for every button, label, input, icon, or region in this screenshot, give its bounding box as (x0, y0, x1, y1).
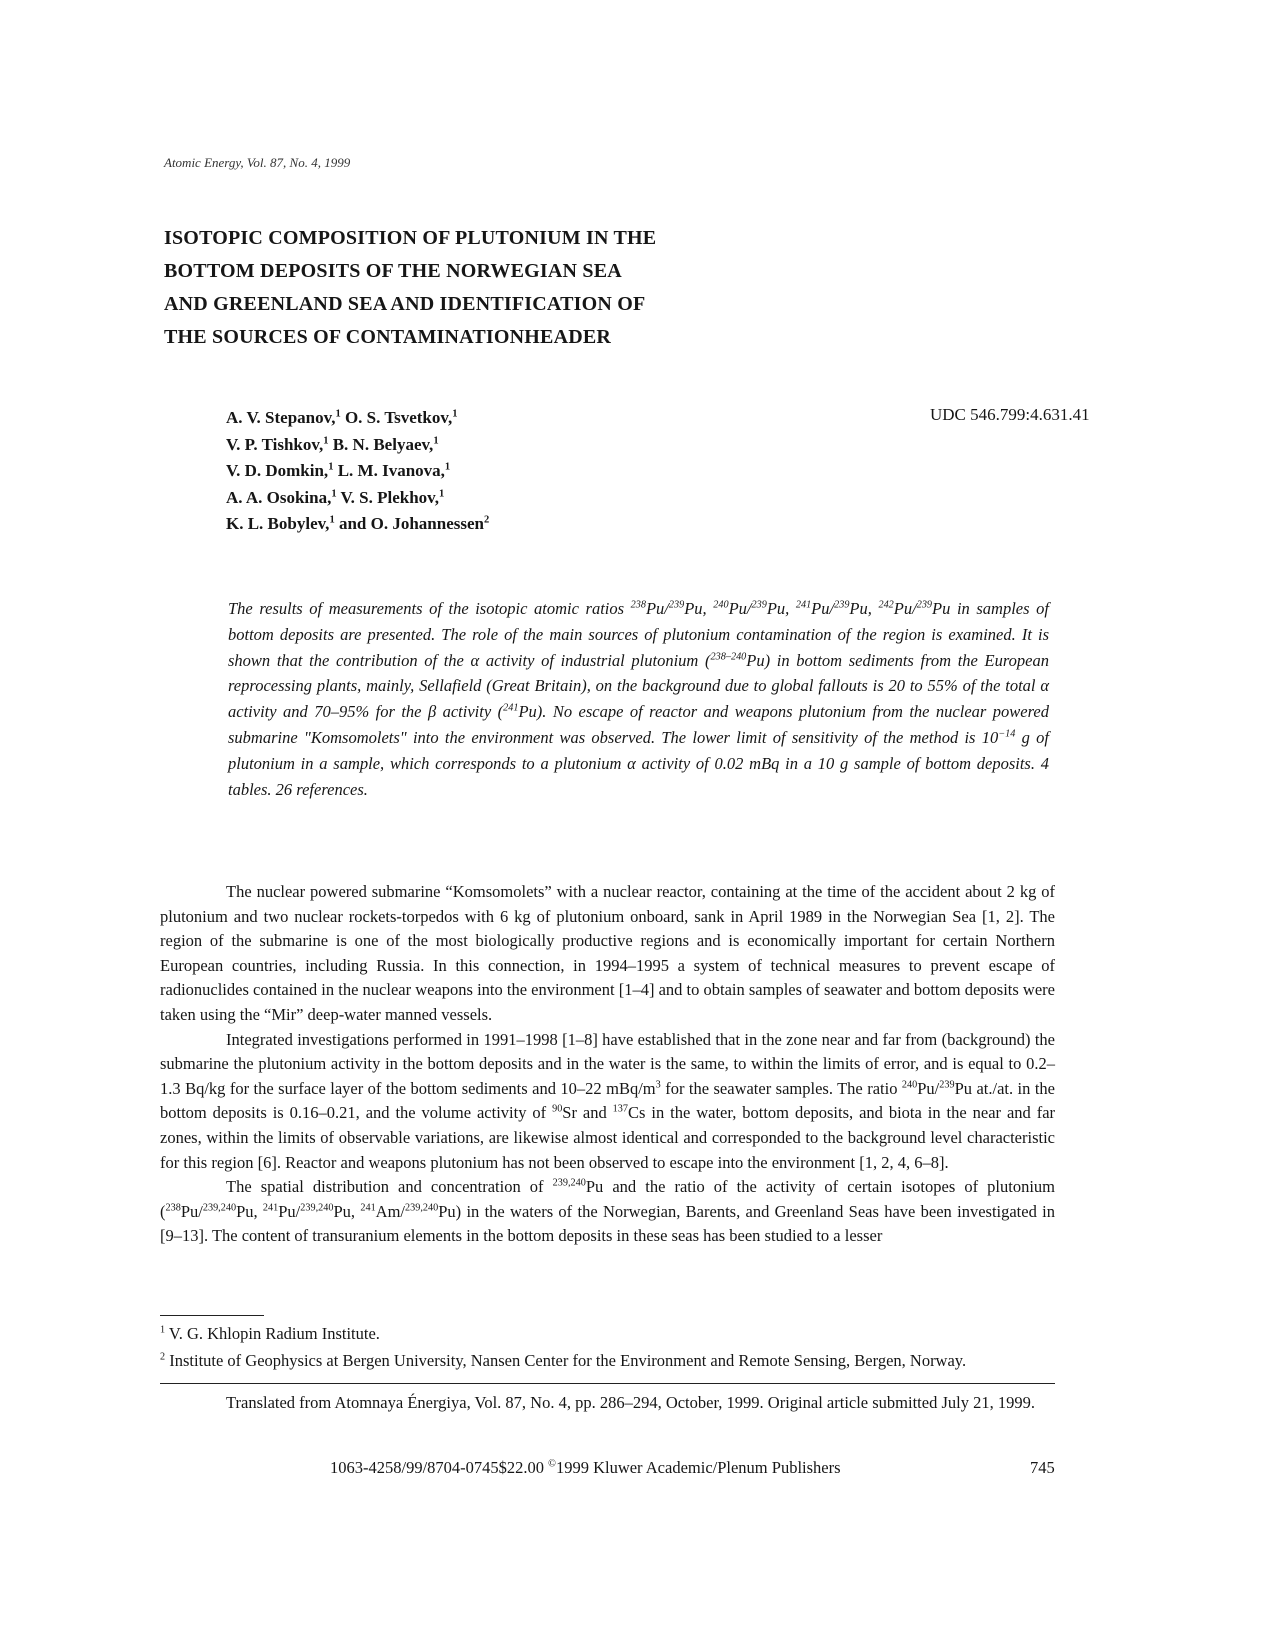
paragraph-text: Pu/ (917, 1078, 940, 1098)
superscript: 239,240 (202, 1202, 237, 1214)
paragraph: The nuclear powered submarine “Komsomolets” with a nuclear reactor, containing at the time of the accident about 2 kg of plutonium and two nuclear rockets-torpedos with 6 kg of plutonium onboard, sank in April 1989 in the Norwegian Sea [1, 2]. The region of the submarine is one of the most biologically productive regions and is economically important for certain Northern European countries, including Russia. In this connection, in 1994–1995 a system of technical measures to prevent escape of radionuclides contained in the nuclear weapons into the environment [1–4] and to obtain samples of seawater and bottom deposits were taken using the “Mir” deep-water manned vessels. (160, 882, 1055, 1024)
title-line: AND GREENLAND SEA AND IDENTIFICATION OF (164, 293, 646, 315)
page-number: 745 (1030, 1458, 1055, 1477)
affiliation-mark: 1 (444, 461, 451, 473)
abstract-text: Pu (932, 599, 951, 618)
abstract-text: Pu/ (645, 599, 669, 618)
affiliation-mark: 1 (331, 487, 337, 499)
footnotes (160, 1320, 966, 1374)
footnote-text: Institute of Geophysics at Bergen University, Nansen Center for the Environment and Remote Sensing, Bergen, Norway. (165, 1351, 967, 1370)
abstract-text: The results of measurements of the isotopic atomic ratios (228, 599, 631, 618)
abstract-text: in samples of bottom deposits are presented. The role of the main sources of plutonium contamination of the region is examined. It is shown that the contribution of the α activity of industrial plutonium ( (228, 599, 1049, 670)
isotope-superscript: 238 (630, 599, 646, 611)
paragraph-text: The spatial distribution and concentration of (226, 1177, 553, 1197)
superscript: 90 (552, 1103, 563, 1115)
abstract (228, 596, 1049, 802)
footnote (160, 1320, 966, 1347)
title-line: ISOTOPIC COMPOSITION OF PLUTONIUM IN THE (164, 227, 657, 249)
author-name: and O. Johannessen (334, 514, 484, 533)
author-line (226, 405, 489, 432)
superscript: 240 (901, 1079, 918, 1091)
paragraph-text: Integrated investigations performed in 1991–1998 [1–8] have established that in the zone near and far from (background) the submarine the plutonium activity in the bottom deposits and in the water is the same, to within the limits of error, and is equal to 0.2–1.3 Bq/kg for the surface layer of the bottom sediments and 10–22 mBq/m (160, 1029, 1055, 1098)
translation-divider (160, 1383, 1055, 1384)
paragraph-text: Pu/ (180, 1201, 203, 1221)
superscript: 239,240 (300, 1202, 334, 1214)
isotope-superscript: 242 (878, 599, 894, 611)
affiliation-mark: 1 (328, 461, 334, 473)
udc-code: UDC 546.799:4.631.41 (930, 405, 1090, 424)
article-title (164, 222, 656, 354)
affiliation-mark: 1 (438, 487, 445, 499)
abstract-text: Pu, (684, 599, 714, 618)
affiliation-mark: 1 (433, 434, 439, 446)
abstract-text: Pu). No escape of reactor and weapons plutonium from the nuclear powered submarine "Komsomolets" into the environment was observed. The lower limit of sensitivity of the method is 10 (228, 702, 1049, 747)
publisher-line (330, 1458, 841, 1478)
isotope-superscript: 241 (503, 702, 519, 714)
translation-note (160, 1390, 1055, 1415)
superscript: 3 (655, 1079, 661, 1091)
superscript: 238 (165, 1202, 181, 1214)
paragraph-text: Cs in the water, bottom deposits, and biota in the near and far zones, within the limits of observable variations, are likewise almost identical and corresponded to the background level characteristic for this region [6]. Reactor and weapons plutonium has not been observed to escape into the environment [1, 2, 4, 6–8]. (160, 1103, 1056, 1172)
author-name: A. V. Stepanov, (226, 408, 336, 427)
affiliation-mark: 1 (452, 408, 458, 420)
journal-citation: Atomic Energy, Vol. 87, No. 4, 1999 (164, 155, 351, 170)
paragraph-text: Pu/ (278, 1201, 301, 1221)
affiliation-mark: 1 (329, 514, 335, 526)
isotope-superscript: 239 (751, 599, 767, 611)
author-name: V. P. Tishkov, (226, 434, 324, 454)
paragraph-text: Am/ (375, 1201, 406, 1221)
article-code: 1063-4258/99/8704-0745$22.00 (330, 1458, 549, 1477)
author-name: A. A. Osokina, (226, 487, 332, 507)
paragraph-text: Pu) in the waters of the Norwegian, Barents, and Greenland Seas have been investigated in [9–13]. The content of transuranium elements in the bottom deposits in these seas has been studied to a lesser (160, 1201, 1055, 1246)
affiliation-mark: 1 (335, 408, 341, 420)
author-list (226, 405, 489, 538)
author-name: V. S. Plekhov, (336, 487, 439, 507)
abstract-text: Pu/ (728, 599, 752, 618)
superscript: 137 (612, 1103, 628, 1115)
isotope-superscript: 239 (916, 599, 933, 611)
paragraph (160, 1028, 1055, 1176)
superscript: 241 (262, 1202, 279, 1214)
abstract-text: Pu/ (811, 599, 835, 618)
abstract-text: Pu/ (893, 599, 917, 618)
paragraph-text: Pu, (236, 1201, 263, 1221)
body-text (160, 880, 1055, 1249)
author-line (226, 485, 489, 512)
author-name: K. L. Bobylev, (226, 514, 330, 533)
abstract-text: g of plutonium in a sample, which corresponds to a plutonium α activity of 0.02 mBq in a 10 g sample of bottom deposits. 4 tables. 26 references. (228, 727, 1049, 799)
paragraph (160, 1175, 1055, 1249)
translation-text: Translated from Atomnaya Énergiya, Vol. 87, No. 4, pp. 286–294, October, 1999. Original article submitted July 21, 1999. (226, 1393, 1035, 1412)
author-name: L. M. Ivanova, (333, 461, 445, 480)
abstract-text: Pu) in bottom sediments from the European reprocessing plants, mainly, Sellafield (Great Britain), on the background due to global fallouts is 20 to 55% of the total α activity and 70–95% for the β activity ( (228, 650, 1049, 722)
author-line (226, 458, 489, 485)
affiliation-mark: 1 (323, 434, 329, 446)
title-line: BOTTOM DEPOSITS OF THE NORWEGIAN SEA (164, 260, 622, 282)
footnote-mark: 1 (160, 1324, 166, 1336)
footnote-divider (160, 1315, 264, 1316)
publisher-name: 1999 Kluwer Academic/Plenum Publishers (555, 1458, 841, 1477)
abstract-text: Pu, (766, 599, 796, 618)
footnote-text: V. G. Khlopin Radium Institute. (165, 1324, 380, 1343)
isotope-superscript: 240 (713, 599, 729, 611)
author-line (226, 432, 489, 459)
abstract-text: Pu, (849, 599, 879, 618)
paragraph-text: for the seawater samples. The ratio (660, 1078, 902, 1098)
affiliation-mark: 2 (483, 514, 490, 526)
superscript: 239,240 (552, 1177, 586, 1189)
author-name: V. D. Domkin, (226, 461, 329, 480)
paragraph-text: Pu at./at. in the bottom deposits is 0.16–0.21, and the volume activity of (160, 1078, 1056, 1123)
author-line (226, 511, 489, 538)
isotope-superscript: 239 (834, 599, 850, 611)
paragraph-text: Pu, (333, 1201, 361, 1221)
author-name: O. S. Tsvetkov, (340, 408, 453, 427)
isotope-superscript: 238–240 (710, 651, 747, 663)
paragraph-text: Pu and the ratio of the activity of certain isotopes of plutonium ( (160, 1177, 1055, 1221)
superscript: 241 (360, 1202, 376, 1214)
footnote (160, 1347, 966, 1374)
copyright-mark: © (548, 1458, 556, 1470)
superscript: 239,240 (405, 1202, 439, 1214)
title-line: THE SOURCES OF CONTAMINATIONHEADER (164, 326, 612, 348)
author-name: B. N. Belyaev, (328, 434, 434, 454)
paragraph-text: Sr and (562, 1103, 613, 1123)
isotope-superscript: 239 (668, 599, 685, 611)
footnote-mark: 2 (160, 1351, 166, 1363)
superscript: 239 (939, 1079, 955, 1091)
isotope-superscript: 241 (795, 599, 812, 611)
exponent-superscript: −14 (998, 728, 1016, 740)
